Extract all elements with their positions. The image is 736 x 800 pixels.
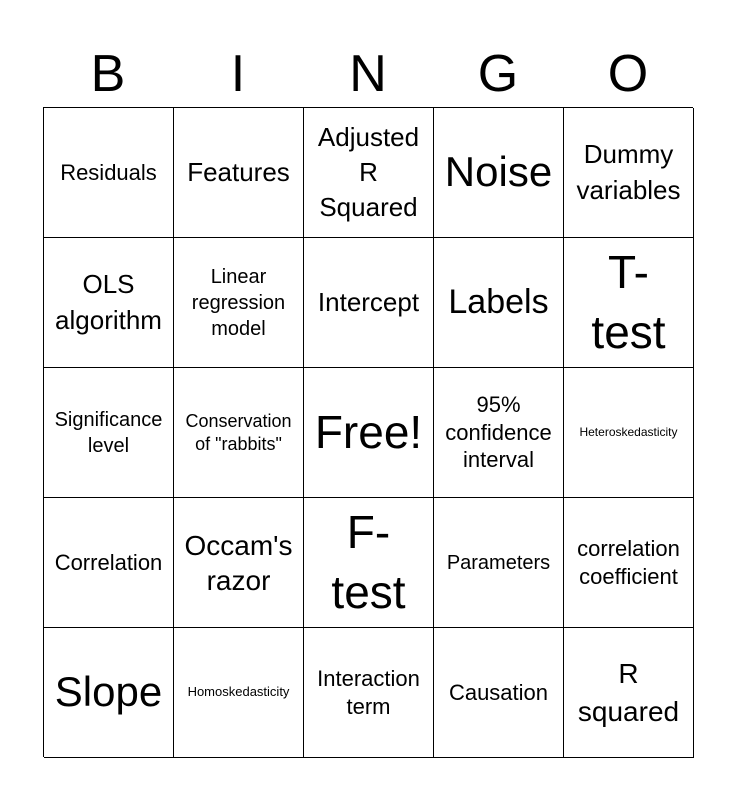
cell-label: Intercept — [317, 286, 420, 317]
bingo-cell[interactable] — [304, 238, 434, 368]
bingo-cell[interactable] — [44, 238, 174, 368]
bingo-cell[interactable] — [44, 108, 174, 238]
bingo-cell[interactable] — [434, 108, 564, 238]
cell-label: Noise — [444, 148, 553, 196]
cell-label: Significance level — [54, 408, 163, 457]
cell-label: Causation — [448, 679, 549, 705]
bingo-cell[interactable] — [304, 368, 434, 498]
bingo-cell[interactable] — [174, 108, 304, 238]
cell-label: Residuals — [60, 159, 157, 185]
bingo-cell[interactable] — [434, 368, 564, 498]
bingo-cell[interactable] — [564, 368, 694, 498]
cell-label: Adjusted R Squared — [317, 121, 420, 223]
cell-label: Correlation — [54, 549, 163, 575]
bingo-cell[interactable] — [44, 628, 174, 758]
cell-label: Interaction term — [317, 666, 420, 719]
cell-label: Homoskedasticity — [187, 684, 290, 700]
cell-label: Linear regression model — [191, 265, 286, 340]
bingo-cell[interactable] — [434, 238, 564, 368]
header-letter-i: I — [230, 45, 246, 103]
bingo-cell[interactable] — [434, 628, 564, 758]
cell-label: Dummy variables — [576, 139, 681, 205]
bingo-cell[interactable] — [564, 238, 694, 368]
cell-label: Features — [187, 156, 290, 187]
cell-label: R squared — [577, 657, 680, 727]
header-letter-g: G — [477, 45, 519, 103]
cell-label: Slope — [54, 668, 163, 716]
cell-label: Conservation of "rabbits" — [185, 411, 292, 454]
header-letter-b: B — [90, 45, 126, 103]
bingo-cell[interactable] — [304, 628, 434, 758]
bingo-cell[interactable] — [174, 498, 304, 628]
bingo-cell[interactable] — [434, 498, 564, 628]
bingo-cell[interactable] — [174, 238, 304, 368]
bingo-cell[interactable] — [44, 368, 174, 498]
bingo-board — [43, 107, 693, 757]
bingo-cell[interactable] — [174, 368, 304, 498]
cell-label: Labels — [448, 283, 549, 322]
bingo-cell[interactable] — [174, 628, 304, 758]
bingo-cell[interactable] — [304, 498, 434, 628]
cell-label: 95% confidence interval — [445, 392, 552, 473]
bingo-cell[interactable] — [44, 498, 174, 628]
cell-label: Free! — [314, 405, 423, 458]
cell-label: Parameters — [446, 551, 551, 574]
header-letter-o: O — [607, 45, 649, 103]
bingo-cell[interactable] — [564, 108, 694, 238]
header-letter-n: N — [349, 45, 387, 103]
cell-label: F- test — [331, 505, 406, 618]
bingo-header — [43, 40, 693, 108]
cell-label: Heteroskedasticity — [579, 425, 678, 440]
bingo-cell[interactable] — [564, 498, 694, 628]
cell-label: T- test — [591, 245, 666, 358]
bingo-cell[interactable] — [564, 628, 694, 758]
cell-label: OLS algorithm — [55, 269, 162, 335]
cell-label: Occam's razor — [184, 529, 293, 596]
bingo-cell[interactable] — [304, 108, 434, 238]
cell-label: correlation coefficient — [577, 536, 680, 589]
